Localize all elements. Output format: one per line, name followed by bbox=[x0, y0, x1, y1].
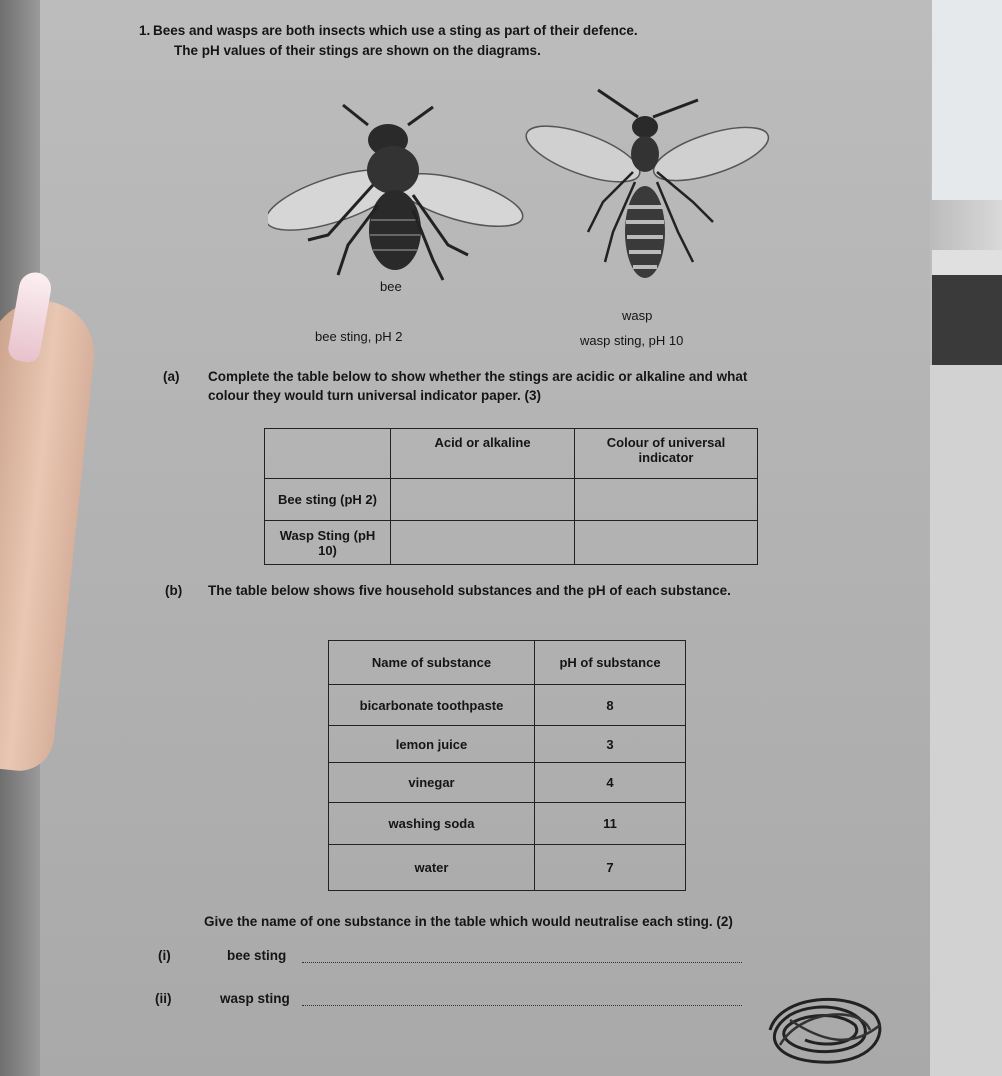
sub-ii-text: wasp sting bbox=[220, 991, 290, 1006]
sting-table-row-name: Wasp Sting (pH 10) bbox=[265, 521, 391, 565]
bee-label: bee bbox=[380, 279, 402, 294]
sting-table-row-name: Bee sting (pH 2) bbox=[265, 479, 391, 521]
table-row bbox=[329, 685, 686, 726]
sting-table-header-colour: Colour of universal indicator bbox=[575, 429, 758, 479]
substance-name: lemon juice bbox=[329, 726, 535, 763]
substance-ph: 4 bbox=[535, 763, 686, 803]
substance-table-header-name: Name of substance bbox=[329, 641, 535, 685]
bee-illustration bbox=[268, 95, 528, 285]
sting-table-colour-cell[interactable] bbox=[575, 479, 758, 521]
question-intro-line1: Bees and wasps are both insects which use a sting as part of their defence. bbox=[153, 23, 638, 38]
table-row bbox=[329, 763, 686, 803]
question-number: 1. bbox=[139, 23, 151, 38]
substance-name: water bbox=[329, 845, 535, 891]
sting-table bbox=[264, 428, 758, 565]
substance-name: washing soda bbox=[329, 803, 535, 845]
substance-ph: 8 bbox=[535, 685, 686, 726]
question-intro-line2: The pH values of their stings are shown on the diagrams. bbox=[174, 43, 541, 58]
bee-sting-answer-line[interactable] bbox=[302, 962, 742, 963]
substance-ph: 7 bbox=[535, 845, 686, 891]
sting-table-header-empty bbox=[265, 429, 391, 479]
part-a-text-line2: colour they would turn universal indicator paper. (3) bbox=[208, 388, 542, 403]
sub-i-label: (i) bbox=[158, 948, 171, 963]
part-a-label: (a) bbox=[163, 369, 180, 384]
background-paper bbox=[930, 365, 1002, 1076]
substance-name: bicarbonate toothpaste bbox=[329, 685, 535, 726]
wasp-sting-answer-line[interactable] bbox=[302, 1005, 742, 1006]
table-row bbox=[329, 726, 686, 763]
part-b-label: (b) bbox=[165, 583, 183, 598]
substance-ph: 11 bbox=[535, 803, 686, 845]
worksheet bbox=[40, 0, 930, 1076]
table-row bbox=[329, 845, 686, 891]
pen-scribble bbox=[760, 990, 890, 1070]
table-row bbox=[329, 803, 686, 845]
sting-table-row bbox=[265, 521, 758, 565]
substance-table bbox=[328, 640, 686, 891]
sub-ii-label: (ii) bbox=[155, 991, 172, 1006]
wasp-illustration bbox=[523, 82, 773, 287]
sting-table-row bbox=[265, 479, 758, 521]
substance-table-header-row bbox=[329, 641, 686, 685]
sting-table-acid-alkaline-cell[interactable] bbox=[391, 521, 575, 565]
sting-table-colour-cell[interactable] bbox=[575, 521, 758, 565]
sting-table-header-acid-alkaline: Acid or alkaline bbox=[391, 429, 575, 479]
sting-table-header-row bbox=[265, 429, 758, 479]
wasp-label: wasp bbox=[622, 308, 653, 323]
bee-caption: bee sting, pH 2 bbox=[315, 329, 403, 344]
sting-table-acid-alkaline-cell[interactable] bbox=[391, 479, 575, 521]
background-whiteboard bbox=[932, 0, 1002, 200]
part-a-text-line1: Complete the table below to show whether the stings are acidic or alkaline and what bbox=[208, 369, 748, 384]
substance-table-header-ph: pH of substance bbox=[535, 641, 686, 685]
substance-name: vinegar bbox=[329, 763, 535, 803]
background-desk-top bbox=[932, 250, 1002, 275]
wasp-caption: wasp sting, pH 10 bbox=[580, 333, 684, 348]
substance-ph: 3 bbox=[535, 726, 686, 763]
part-b-text: The table below shows five household substances and the pH of each substance. bbox=[208, 583, 731, 598]
part-b-instruction: Give the name of one substance in the table which would neutralise each sting. (2) bbox=[204, 914, 733, 929]
sub-i-text: bee sting bbox=[227, 948, 287, 963]
